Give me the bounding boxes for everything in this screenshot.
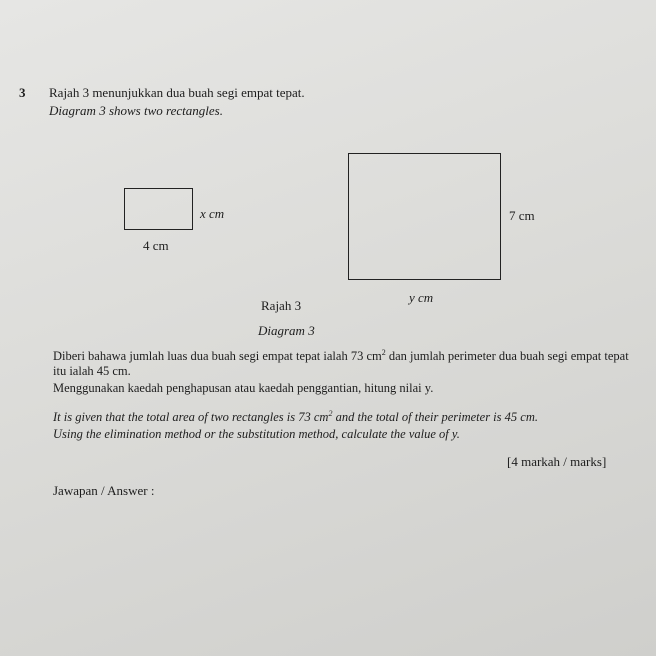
- diagram-caption-malay: Rajah 3: [261, 298, 302, 313]
- english-p1-text-end: and the total of their perimeter is 45 cm.: [332, 410, 538, 424]
- answer-label: Jawapan / Answer :: [53, 483, 155, 498]
- question-line-malay: Rajah 3 menunjukkan dua buah segi empat tepat.: [49, 85, 305, 100]
- english-paragraph-1: [53, 410, 643, 425]
- english-p1-superscript: 2: [328, 408, 333, 418]
- marks-label: [4 markah / marks]: [507, 454, 607, 469]
- small-rect-side-label: x cm: [200, 206, 225, 221]
- question-number: 3: [19, 85, 26, 100]
- diagram-caption-english: Diagram 3: [258, 323, 315, 338]
- malay-p1-text: Diberi bahawa jumlah luas dua buah segi empat tepat ialah 73 cm: [53, 349, 382, 363]
- question-line-english: Diagram 3 shows two rectangles.: [49, 103, 223, 118]
- large-rectangle: [348, 153, 501, 280]
- malay-p1-text-end: dan jumlah perimeter dua buah segi empat tepat itu ialah 45 cm.: [53, 349, 629, 378]
- large-rect-side-label: 7 cm: [509, 208, 535, 223]
- large-rect-bottom-label: y cm: [409, 290, 434, 305]
- malay-paragraph-1: [53, 349, 643, 379]
- small-rect-bottom-label: 4 cm: [143, 238, 169, 253]
- malay-p1-superscript: 2: [381, 347, 386, 357]
- english-paragraph-2: Using the elimination method or the substitution method, calculate the value of y.: [53, 427, 460, 441]
- english-p1-text: It is given that the total area of two rectangles is 73 cm: [53, 410, 329, 424]
- small-rectangle: [124, 188, 193, 230]
- malay-paragraph-2: Menggunakan kaedah penghapusan atau kaedah penggantian, hitung nilai y.: [53, 381, 434, 395]
